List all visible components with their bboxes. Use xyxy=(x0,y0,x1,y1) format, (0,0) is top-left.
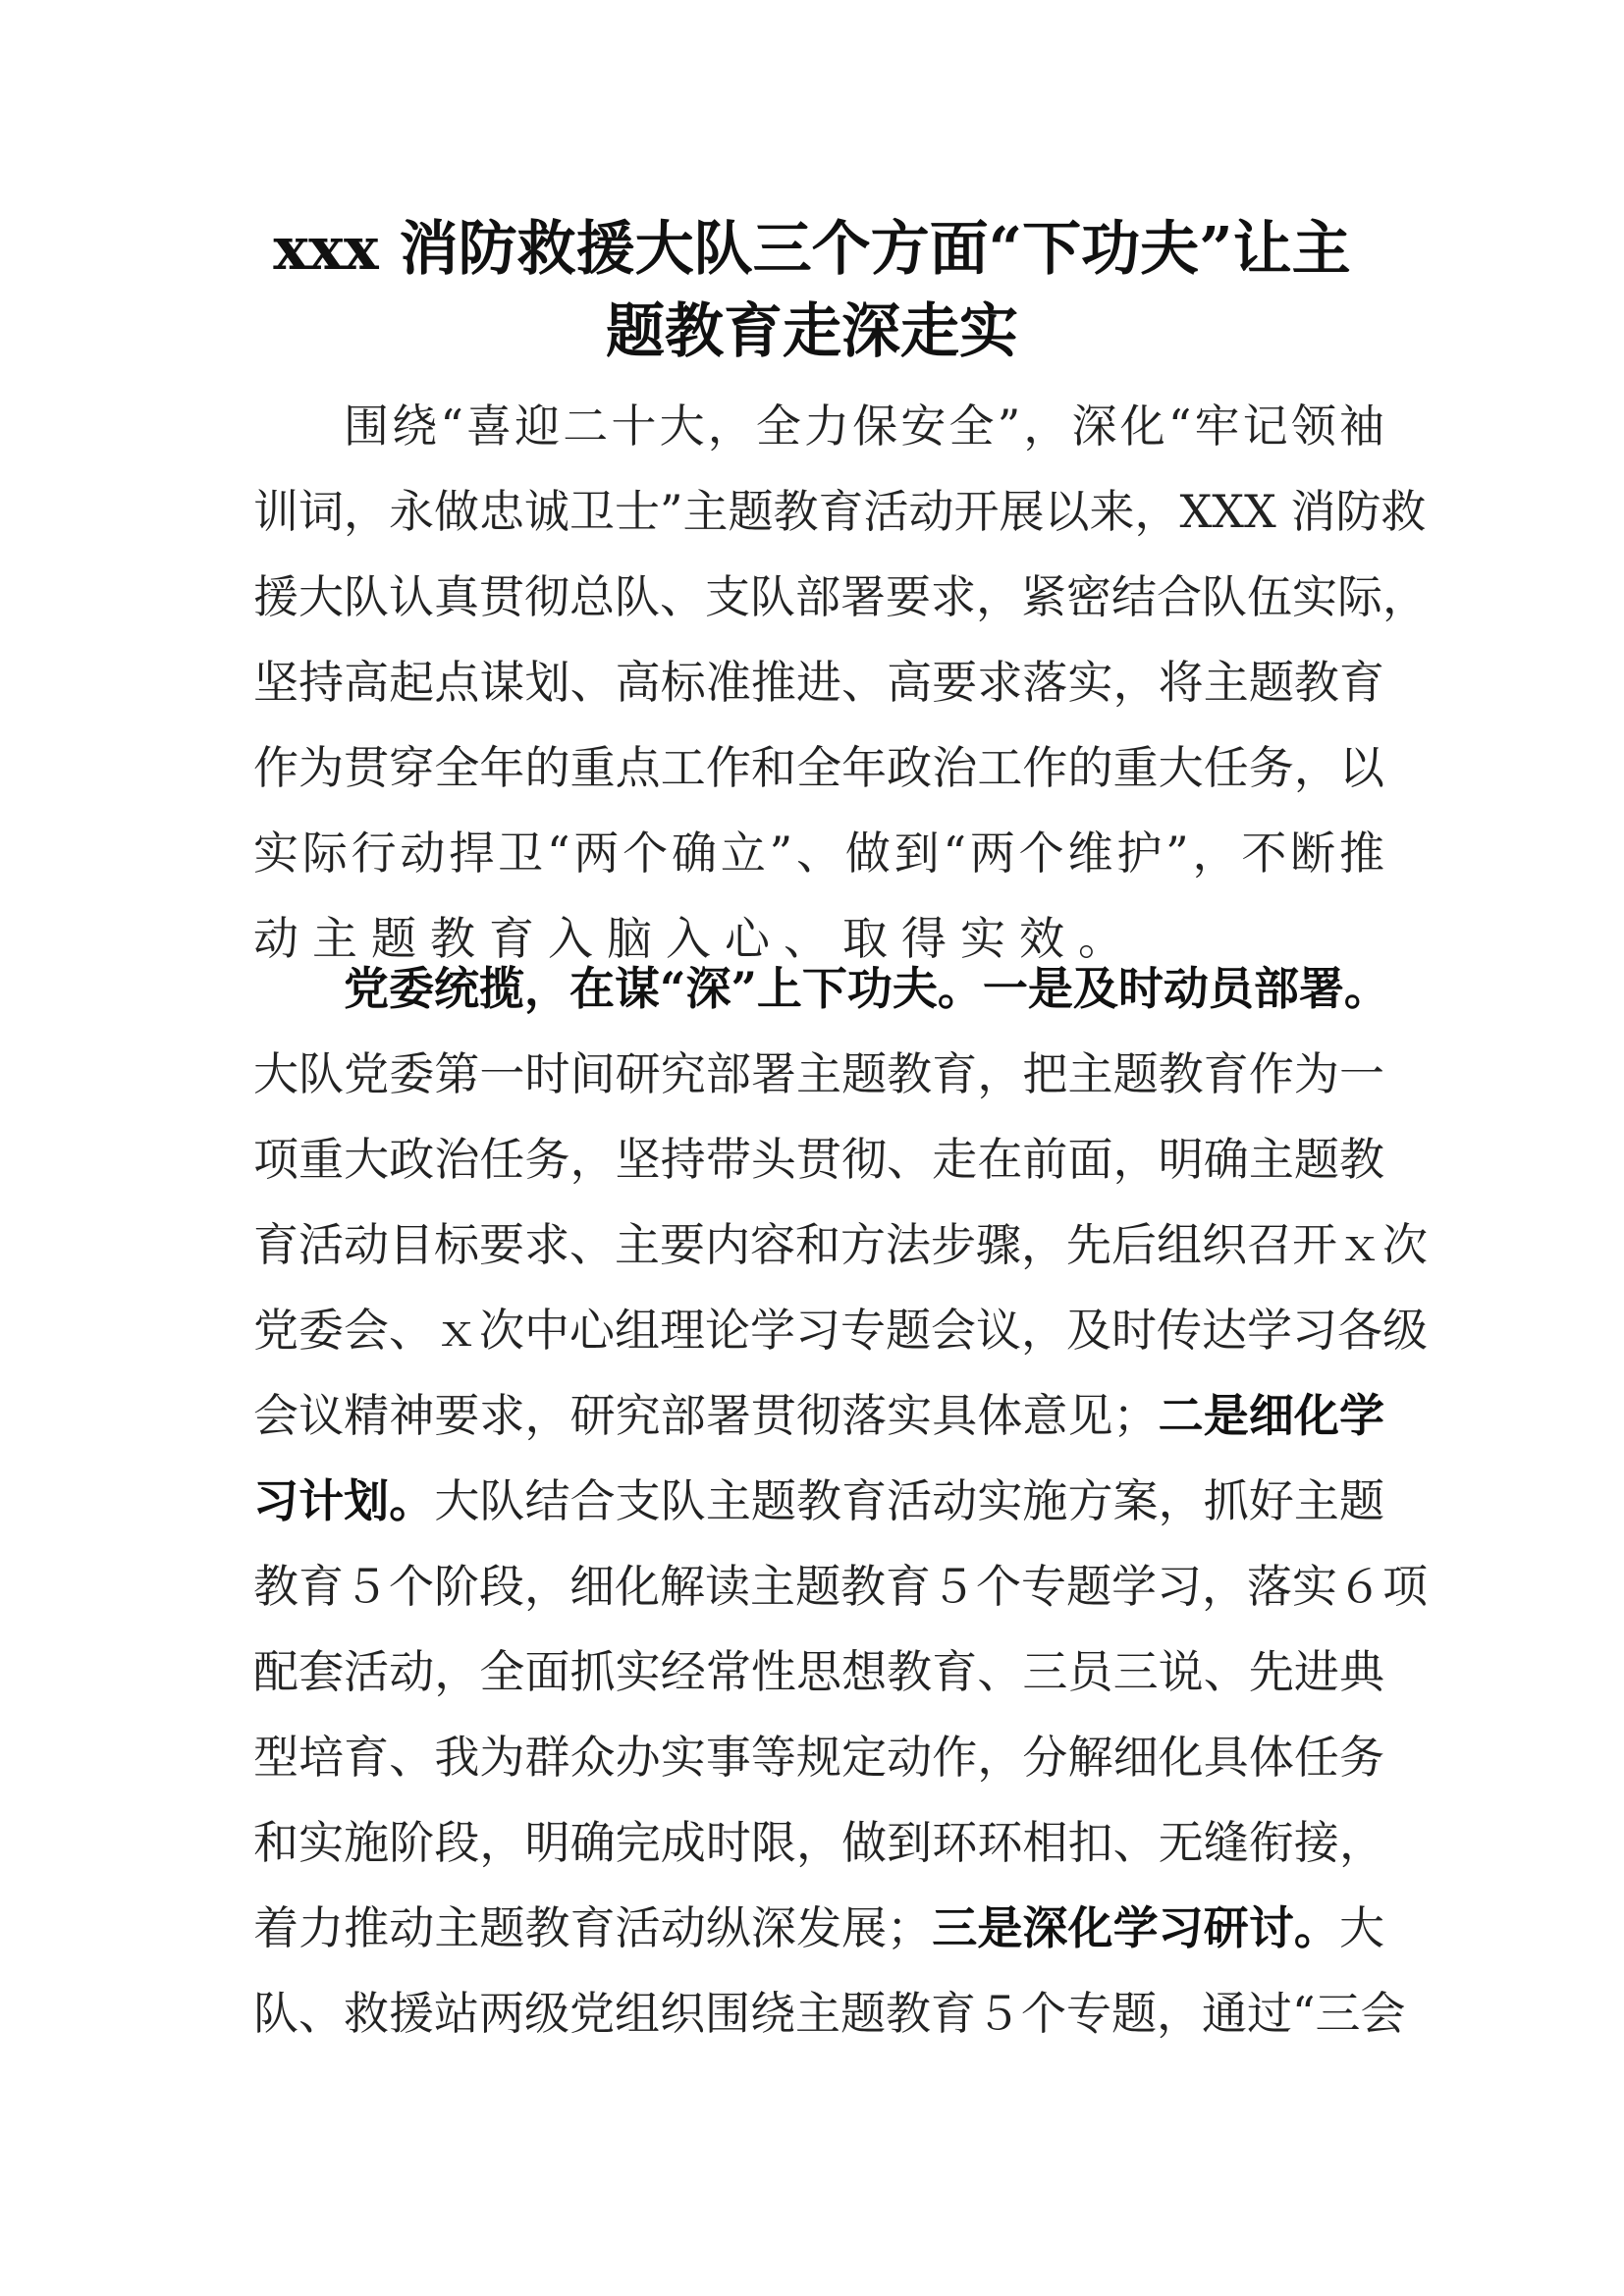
body-text: 项重大政治任务，坚持带头贯彻、走在前面，明确主题教 xyxy=(253,1133,1384,1186)
text-line xyxy=(253,1117,1384,1202)
body-text: 大 xyxy=(1339,1901,1385,1954)
body-text: 大队党委第一时间研究部署主题教育，把主题教育作为一 xyxy=(253,1047,1384,1100)
body-text: 配套活动，全面抓实经常性思想教育、三员三说、先进典 xyxy=(253,1645,1384,1698)
text-line xyxy=(253,1202,1428,1288)
body-text: 实际行动捍卫“两个确立”、做到“两个维护”，不断推 xyxy=(253,827,1384,880)
bold-heading-text: 党委统揽，在谋“深”上下功夫。一是及时动员部署。 xyxy=(344,962,1389,1015)
text-line xyxy=(253,1459,1384,1544)
text-line xyxy=(253,1288,1428,1373)
text-line xyxy=(253,469,1427,555)
text-line xyxy=(253,1544,1428,1629)
body-text: 型培育、我为群众办实事等规定动作，分解细化具体任务 xyxy=(253,1731,1384,1784)
body-text: 大队结合支队主题教育活动实施方案，抓好主题 xyxy=(434,1474,1385,1527)
text-line xyxy=(253,1886,1384,1971)
body-text: 党委会、ｘ次中心组理论学习专题会议，及时传达学习各级 xyxy=(253,1304,1428,1357)
text-line xyxy=(253,1715,1384,1800)
text-line xyxy=(253,1971,1406,2056)
text-line xyxy=(253,725,1384,811)
body-text: 着力推动主题教育活动纵深发展； xyxy=(253,1901,933,1954)
paragraph-party-committee xyxy=(253,946,1428,2056)
document-title-line-1: xxx 消防救援大队三个方面“下功夫”让主 xyxy=(273,215,1351,284)
text-line xyxy=(253,1373,1384,1459)
body-text: 动主题教育入脑入心、取得实效。 xyxy=(253,912,1137,965)
text-line xyxy=(253,811,1384,896)
body-text: 坚持高起点谋划、高标准推进、高要求落实，将主题教育 xyxy=(253,656,1384,709)
body-text: 作为贯穿全年的重点工作和全年政治工作的重大任务，以 xyxy=(253,741,1384,794)
text-line xyxy=(253,555,1428,640)
text-line xyxy=(253,1629,1384,1715)
body-text: 围绕“喜迎二十大，全力保安全”，深化“牢记领袖 xyxy=(344,400,1384,453)
body-text: 援大队认真贯彻总队、支队部署要求，紧密结合队伍实际， xyxy=(253,570,1428,623)
bold-heading-text: 习计划。 xyxy=(253,1474,435,1527)
bold-heading-text: 二是细化学 xyxy=(1158,1389,1385,1442)
body-text: 教育５个阶段，细化解读主题教育５个专题学习，落实６项 xyxy=(253,1560,1428,1613)
text-line xyxy=(253,946,1389,1032)
bold-heading-text: 三是深化学习研讨。 xyxy=(932,1901,1340,1954)
text-line xyxy=(253,384,1384,469)
body-text: 和实施阶段，明确完成时限，做到环环相扣、无缝衔接， xyxy=(253,1816,1384,1869)
text-line xyxy=(253,1032,1384,1117)
text-line xyxy=(253,1800,1384,1886)
body-text: 育活动目标要求、主要内容和方法步骤，先后组织召开ｘ次 xyxy=(253,1218,1428,1271)
text-line xyxy=(253,640,1384,725)
paragraph-intro xyxy=(253,384,1428,982)
body-text: 会议精神要求，研究部署贯彻落实具体意见； xyxy=(253,1389,1159,1442)
body-text: 队、救援站两级党组织围绕主题教育５个专题，通过“三会 xyxy=(253,1987,1406,2040)
document-title-line-2: 题教育走深走实 xyxy=(606,297,1018,366)
body-text: 训词，永做忠诚卫士”主题教育活动开展以来，XXX 消防救 xyxy=(253,485,1427,538)
